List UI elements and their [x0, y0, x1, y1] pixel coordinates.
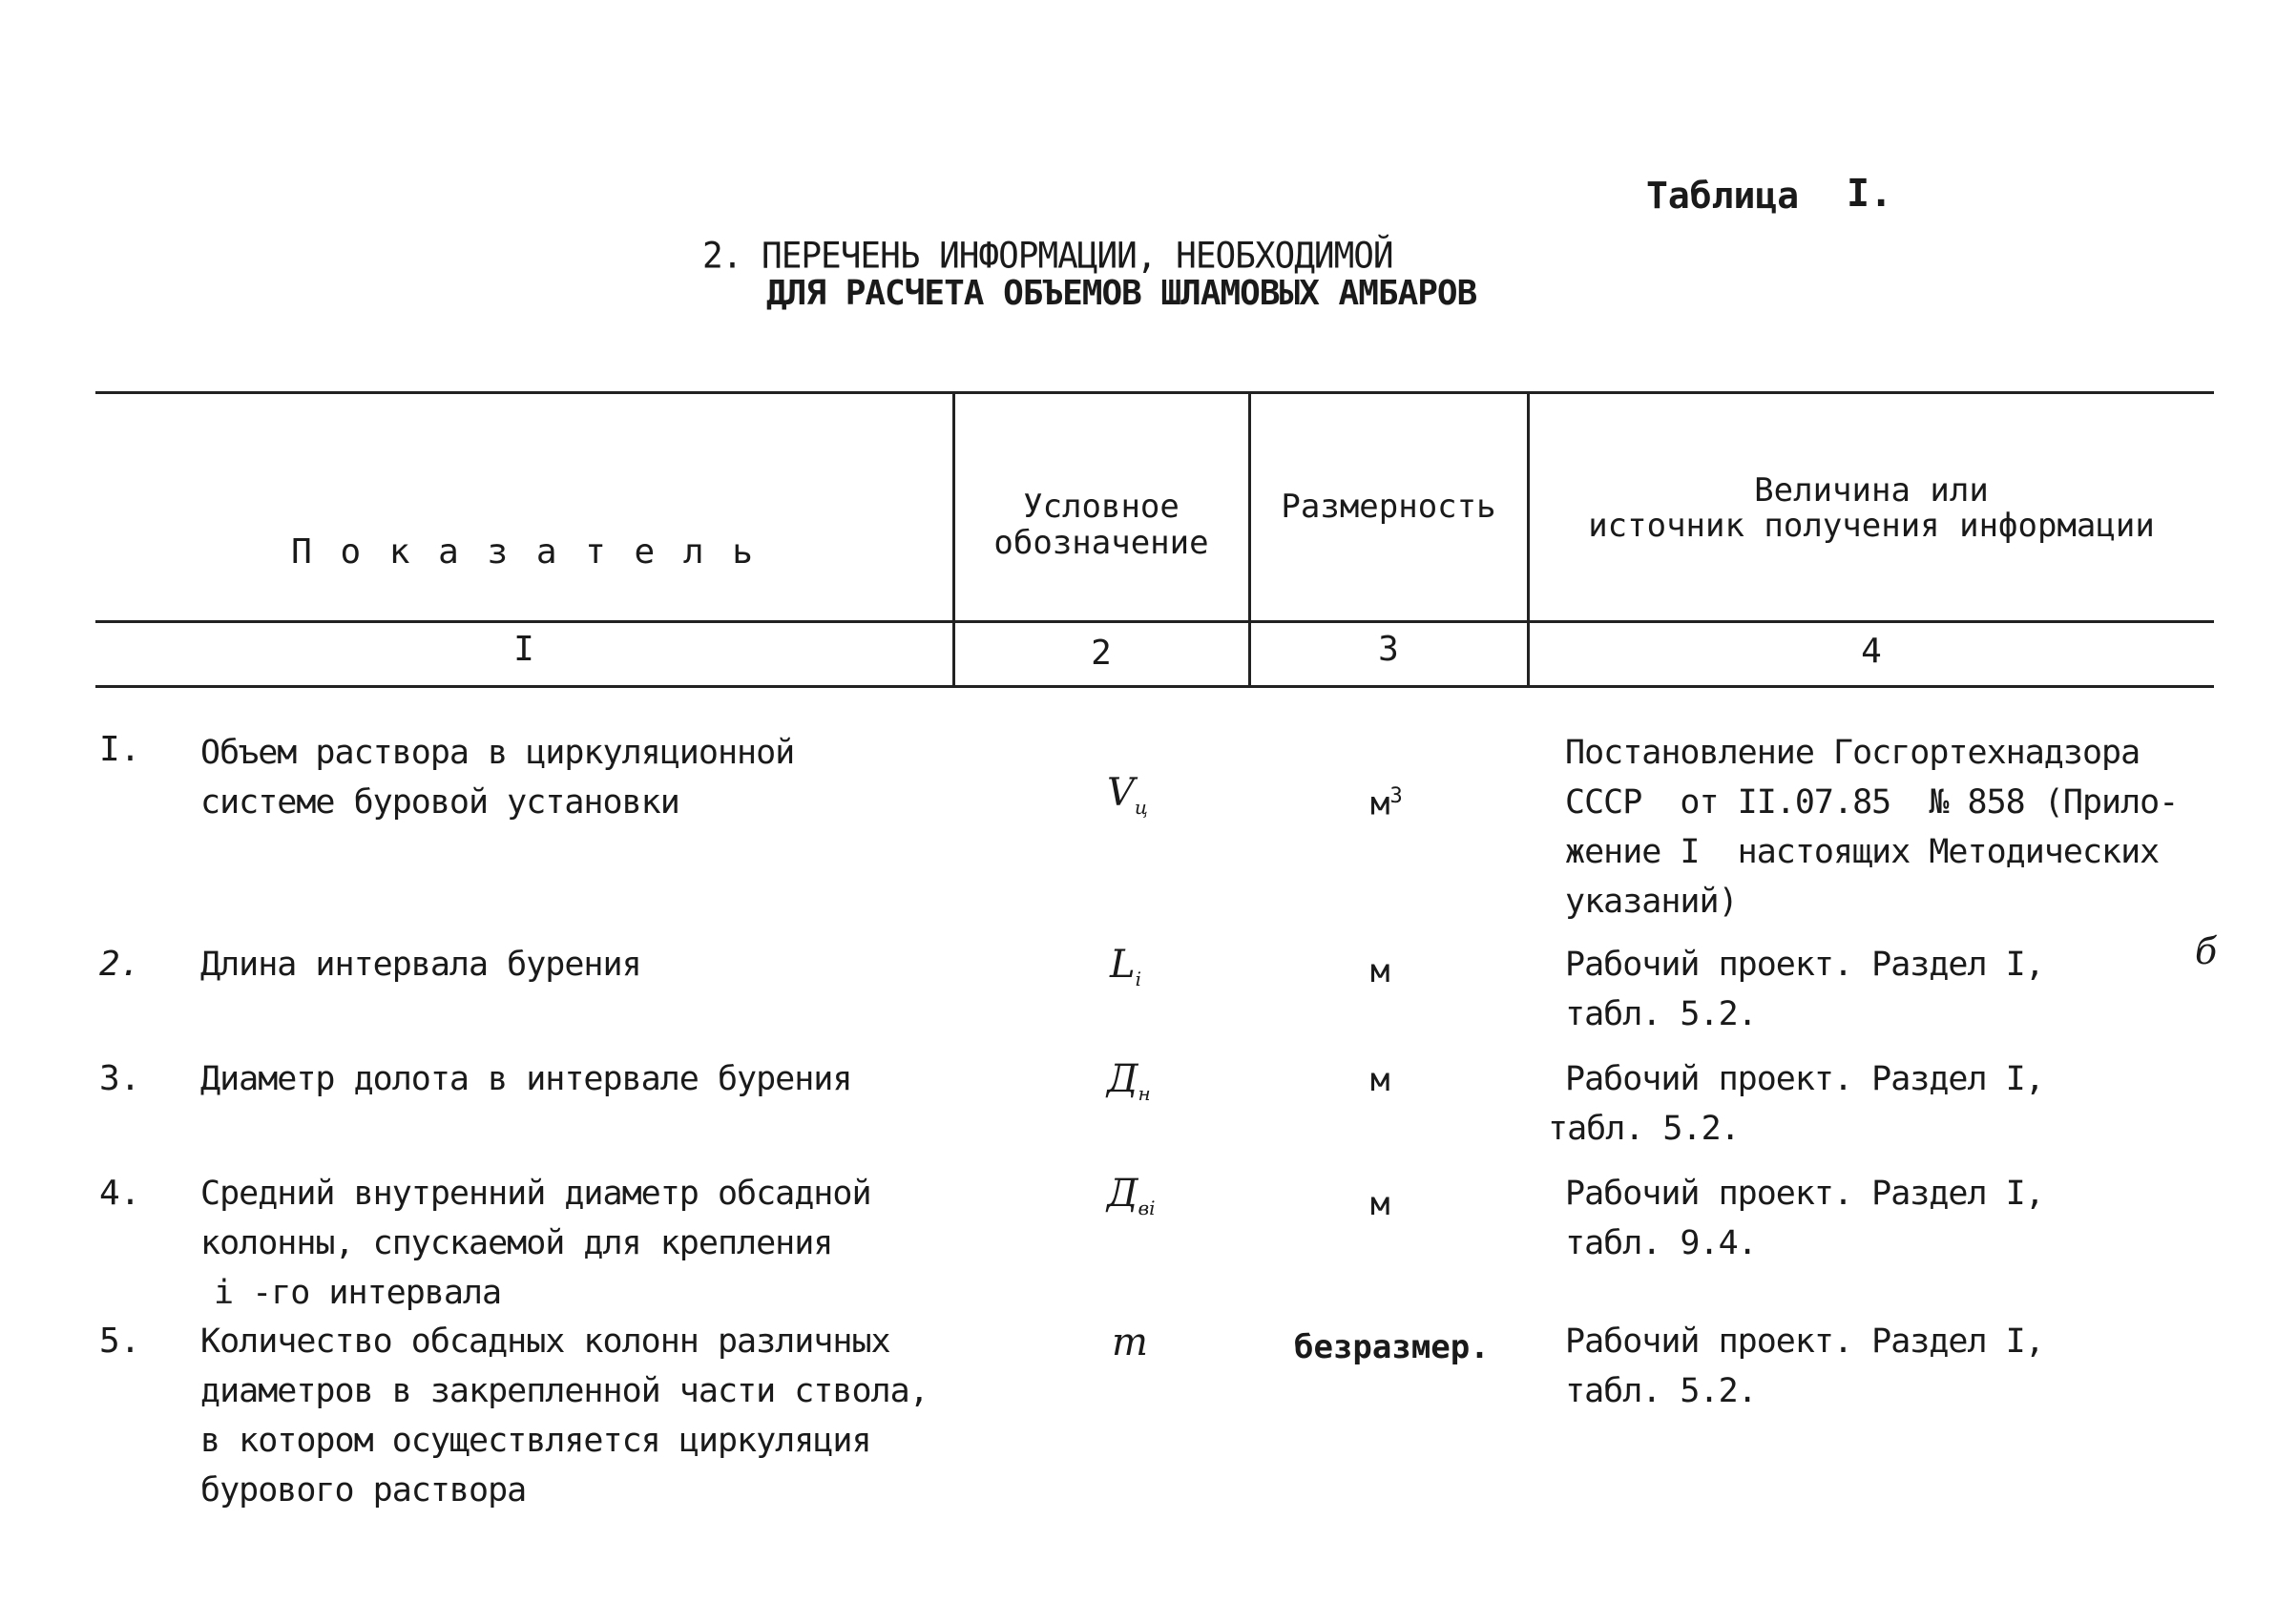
row-3-source [1548, 1054, 2044, 1154]
row-5-unit: безразмер. [1294, 1328, 1490, 1366]
row-4-symbol-main: Д [1107, 1172, 1138, 1216]
row-3-description [200, 1054, 851, 1104]
row-2-unit: м [1370, 952, 1390, 990]
row-2-source-line: Рабочий проект. Раздел I, [1565, 946, 2044, 984]
row-1-unit-sup: 3 [1389, 784, 1403, 808]
column-number-4: 4 [1861, 632, 1882, 671]
row-1-source-line: жение I настоящих Методических [1565, 833, 2160, 871]
row-1-description [200, 728, 794, 827]
row-4-desc-line: i -го интервала [214, 1274, 502, 1312]
row-2-symbol-main: L [1110, 943, 1136, 987]
table-label: Таблица [1646, 175, 1800, 217]
row-1-source-line: СССР от II.07.85 № 858 (Прило- [1565, 783, 2179, 822]
row-4-symbol [1107, 1172, 1156, 1219]
row-5-source-line: Рабочий проект. Раздел I, [1565, 1322, 2044, 1361]
row-3-unit: м [1370, 1061, 1390, 1099]
header-value-line-1: Величина или [1754, 471, 1989, 510]
row-5-desc-line: Количество обсадных колонн различных [200, 1322, 890, 1361]
column-number-2: 2 [1091, 634, 1112, 673]
row-1-number: I. [99, 730, 141, 769]
row-2-source [1565, 940, 2044, 1039]
row-4-desc-line: колонны, спускаемой для крепления [200, 1224, 833, 1262]
row-2-desc-line: Длина интервала бурения [200, 946, 641, 984]
header-indicator: П о к а з а т е л ь [291, 532, 757, 572]
row-1-unit [1370, 784, 1403, 822]
row-1-desc-line: Объем раствора в циркуляционной [200, 734, 795, 772]
header-symbol-line-1: Условное [1023, 488, 1180, 526]
row-5-desc-line: бурового раствора [200, 1471, 527, 1509]
row-5-number: 5. [99, 1322, 141, 1361]
column-number-3: 3 [1378, 630, 1399, 669]
column-numbers-bottom-rule [95, 685, 2214, 688]
row-3-source-line: Рабочий проект. Раздел I, [1565, 1060, 2044, 1098]
header-symbol-line-2: обозначение [993, 524, 1209, 562]
row-1-symbol [1107, 771, 1148, 819]
row-5-source-line: табл. 5.2. [1565, 1372, 1757, 1410]
header-value-line-2: источник получения информации [1588, 507, 2155, 545]
table-top-rule [95, 391, 2214, 394]
row-4-desc-line: Средний внутренний диаметр обсадной [200, 1175, 871, 1213]
table-number: I. [1847, 172, 1893, 216]
row-4-description [200, 1169, 871, 1318]
header-dimension: Размерность [1281, 488, 1496, 526]
row-4-number: 4. [99, 1174, 141, 1213]
row-4-symbol-sub: вi [1138, 1197, 1156, 1219]
row-1-desc-line: системе буровой установки [200, 783, 679, 822]
row-3-source-line: табл. 5.2. [1548, 1110, 1740, 1148]
row-4-source-line: табл. 9.4. [1565, 1224, 1757, 1262]
header-bottom-rule [95, 620, 2214, 623]
row-1-symbol-main: V [1107, 771, 1135, 815]
row-2-symbol [1110, 943, 1141, 990]
row-3-symbol-sub: н [1138, 1082, 1151, 1105]
row-3-number: 3. [99, 1059, 141, 1098]
row-1-symbol-sub: ц [1134, 796, 1148, 819]
row-2-number: 2. [99, 945, 141, 984]
row-2-symbol-sub: i [1135, 968, 1141, 990]
margin-handwritten-mark: б [2195, 930, 2218, 972]
row-1-unit-main: м [1370, 784, 1390, 823]
row-3-symbol-main: Д [1107, 1057, 1138, 1101]
row-1-source [1565, 728, 2178, 927]
row-5-desc-line: в котором осуществляется циркуляция [200, 1422, 871, 1460]
row-3-symbol [1107, 1057, 1151, 1105]
row-5-symbol: m [1112, 1321, 1148, 1364]
title-line-1: 2. ПЕРЕЧЕНЬ ИНФОРМАЦИИ, НЕОБХОДИМОЙ [702, 235, 1393, 278]
row-2-description [200, 940, 641, 989]
row-4-unit: м [1370, 1185, 1390, 1223]
row-5-description [200, 1317, 929, 1515]
title-line-2: ДЛЯ РАСЧЕТА ОБЪЕМОВ ШЛАМОВЫХ АМБАРОВ [766, 274, 1477, 313]
row-4-source [1565, 1169, 2044, 1268]
row-3-desc-line: Диаметр долота в интервале бурения [200, 1060, 852, 1098]
row-1-source-line: указаний) [1565, 883, 1738, 921]
column-number-1: I [513, 630, 534, 669]
row-5-desc-line: диаметров в закрепленной части ствола, [200, 1372, 929, 1410]
row-5-source [1565, 1317, 2044, 1416]
row-1-source-line: Постановление Госгортехнадзора [1565, 734, 2140, 772]
row-2-source-line: табл. 5.2. [1565, 995, 1757, 1033]
row-4-source-line: Рабочий проект. Раздел I, [1565, 1175, 2044, 1213]
